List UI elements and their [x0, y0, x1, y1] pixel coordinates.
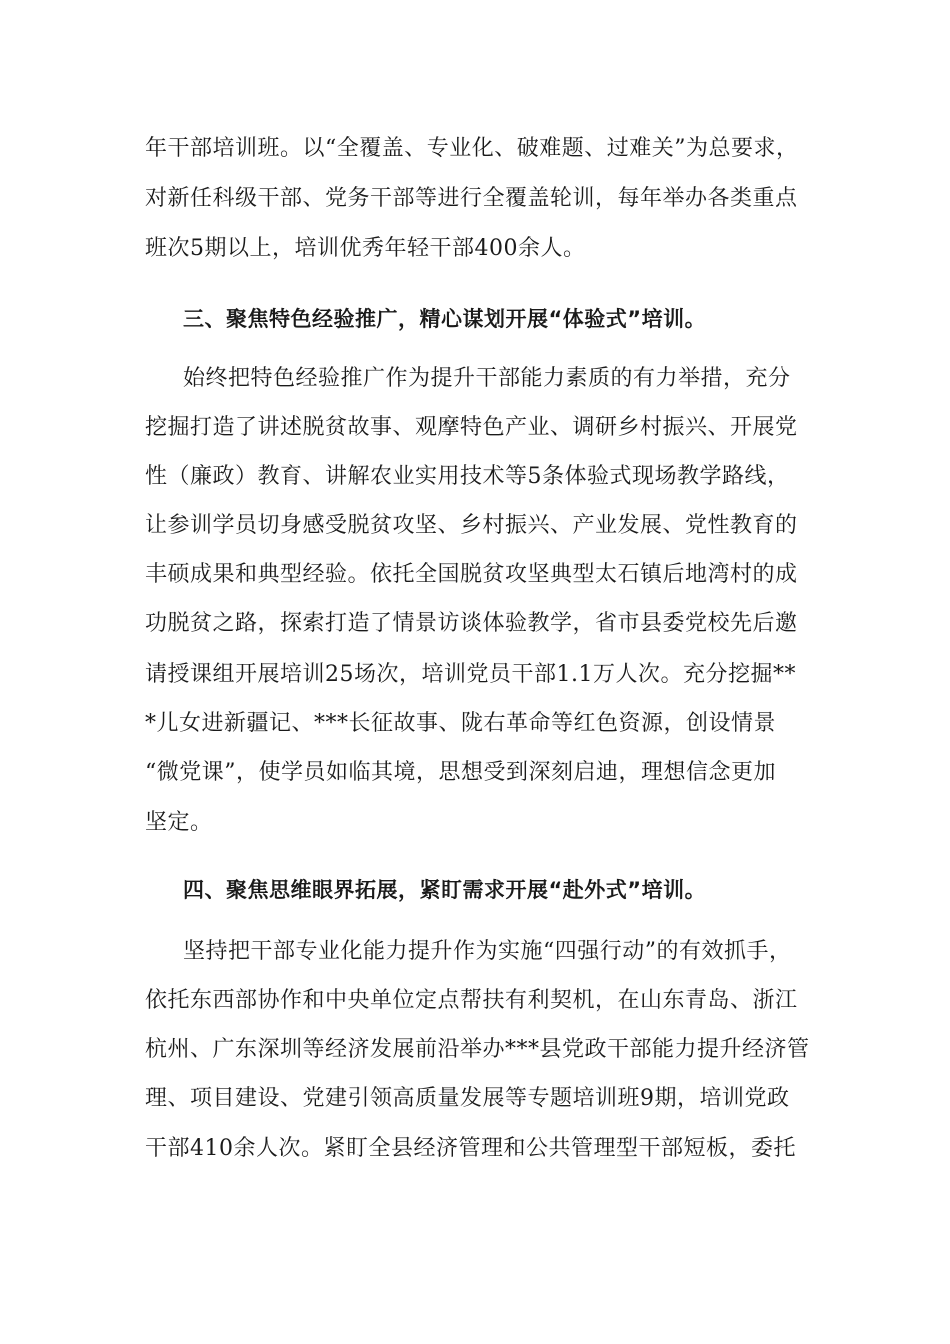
paragraph-line: 让参训学员切身感受脱贫攻坚、乡村振兴、产业发展、党性教育的 — [145, 513, 798, 538]
paragraph-line: 功脱贫之路，探索打造了情景访谈体验教学，省市县委党校先后邀 — [145, 611, 798, 636]
paragraph-line: 丰硕成果和典型经验。依托全国脱贫攻坚典型太石镇后地湾村的成 — [145, 562, 798, 587]
paragraph-line: 年干部培训班。以“全覆盖、专业化、破难题、过难关”为总要求， — [145, 136, 799, 161]
paragraph-line: 对新任科级干部、党务干部等进行全覆盖轮训，每年举办各类重点 — [145, 186, 798, 211]
paragraph-line: “微党课”，使学员如临其境，思想受到深刻启迪，理想信念更加 — [145, 760, 776, 785]
paragraph-line: 始终把特色经验推广作为提升干部能力素质的有力举措，充分 — [183, 366, 791, 391]
paragraph-line: 干部410余人次。紧盯全县经济管理和公共管理型干部短板，委托 — [145, 1136, 796, 1161]
paragraph-line: 性（廉政）教育、讲解农业实用技术等5条体验式现场教学路线， — [145, 464, 790, 489]
paragraph-line: 坚持把干部专业化能力提升作为实施“四强行动”的有效抓手， — [183, 939, 792, 964]
paragraph-line: 请授课组开展培训25场次，培训党员干部1.1万人次。充分挖掘** — [145, 662, 796, 687]
section-heading-4: 四、聚焦思维眼界拓展，紧盯需求开展“赴外式”培训。 — [183, 878, 707, 902]
paragraph-line: 理、项目建设、党建引领高质量发展等专题培训班9期，培训党政 — [145, 1086, 790, 1111]
paragraph-line: 坚定。 — [145, 810, 213, 835]
paragraph-line: 杭州、广东深圳等经济发展前沿举办***县党政干部能力提升经济管 — [145, 1037, 810, 1062]
paragraph-line: 挖掘打造了讲述脱贫故事、观摩特色产业、调研乡村振兴、开展党 — [145, 415, 798, 440]
paragraph-line: 班次5期以上，培训优秀年轻干部400余人。 — [145, 236, 586, 261]
section-heading-3: 三、聚焦特色经验推广，精心谋划开展“体验式”培训。 — [183, 307, 707, 331]
paragraph-line: 依托东西部协作和中央单位定点帮扶有利契机，在山东青岛、浙江 — [145, 988, 798, 1013]
paragraph-line: *儿女进新疆记、***长征故事、陇右革命等红色资源，创设情景 — [145, 711, 777, 736]
